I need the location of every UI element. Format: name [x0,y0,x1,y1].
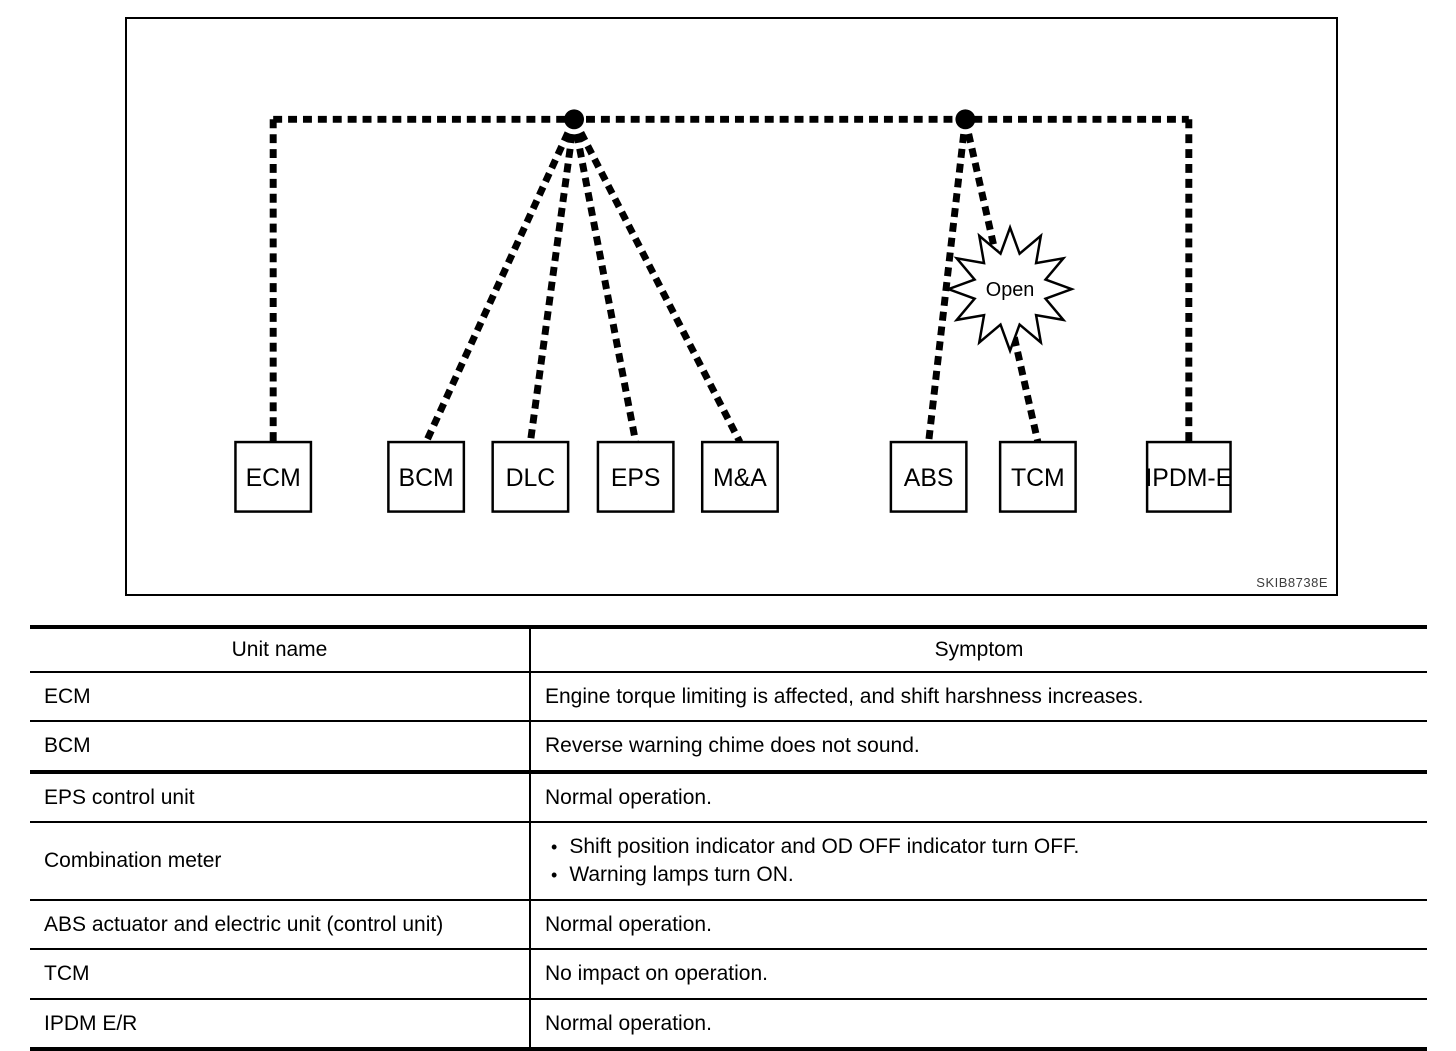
symptom-text [545,861,1415,889]
symptom-cell [530,999,1427,1050]
node-ecm [235,442,310,512]
symptom-text: Engine torque limiting is affected, and shift harshness increases. [545,684,1144,708]
branch-line-eps [574,119,636,442]
node-label-eps: EPS [610,464,661,492]
branch-line-abs [929,119,966,442]
node-eps [598,442,673,512]
table-row [30,772,1427,823]
table-row [30,721,1427,772]
table-row [30,949,1427,999]
node-label-tcm: TCM [1010,464,1065,492]
symptom-table [30,625,1427,1051]
symptom-text: Reverse warning chime does not sound. [545,734,920,758]
bullet-icon: • [551,837,558,858]
node-label-ecm: ECM [245,464,301,492]
unit-name-cell: BCM [30,721,530,772]
branch-line-bcm [426,119,574,442]
symptom-text-content: Shift position indicator and OD OFF indicator turn OFF. [569,835,1080,859]
branch-line-ma [574,119,740,442]
table-row [30,672,1427,722]
node-abs [891,442,966,512]
unit-name-cell: EPS control unit [30,772,530,823]
symptom-cell [530,772,1427,823]
column-header-symptom: Symptom [530,627,1427,672]
junction-dot-left [564,109,584,129]
can-diagram-svg [127,19,1336,594]
unit-name-cell: Combination meter [30,822,530,899]
node-label-dlc: DLC [505,464,556,492]
symptom-text [545,833,1415,861]
symptom-text: Normal operation. [545,1011,712,1035]
can-bus-diagram [125,17,1338,596]
symptom-cell [530,721,1427,772]
node-ma [702,442,777,512]
symptom-text: No impact on operation. [545,962,768,986]
unit-name-cell: TCM [30,949,530,999]
junction-dot-right [955,109,975,129]
node-label-bcm: BCM [398,464,454,492]
node-ipdm [1145,442,1232,512]
symptom-text: Normal operation. [545,785,712,809]
table-row [30,900,1427,950]
node-tcm [1000,442,1075,512]
symptom-cell [530,900,1427,950]
unit-name-cell: ABS actuator and electric unit (control unit) [30,900,530,950]
node-bcm [388,442,463,512]
node-label-ma: M&A [713,464,767,492]
symptom-cell [530,672,1427,722]
unit-name-cell: ECM [30,672,530,722]
symptom-cell [530,822,1427,899]
bullet-icon: • [551,865,558,886]
table-row [30,822,1427,899]
node-label-abs: ABS [903,464,954,492]
node-dlc [493,442,568,512]
symptom-text-content: Warning lamps turn ON. [569,863,794,887]
figure-code: SKIB8738E [1256,575,1328,590]
column-header-unit-name: Unit name [30,627,530,672]
symptom-text: Normal operation. [545,912,712,936]
open-circuit-label: Open [985,279,1035,302]
table-header-row [30,627,1427,672]
unit-name-cell: IPDM E/R [30,999,530,1050]
table-row [30,999,1427,1050]
symptom-cell [530,949,1427,999]
node-label-ipdm: IPDM-E [1145,464,1233,492]
